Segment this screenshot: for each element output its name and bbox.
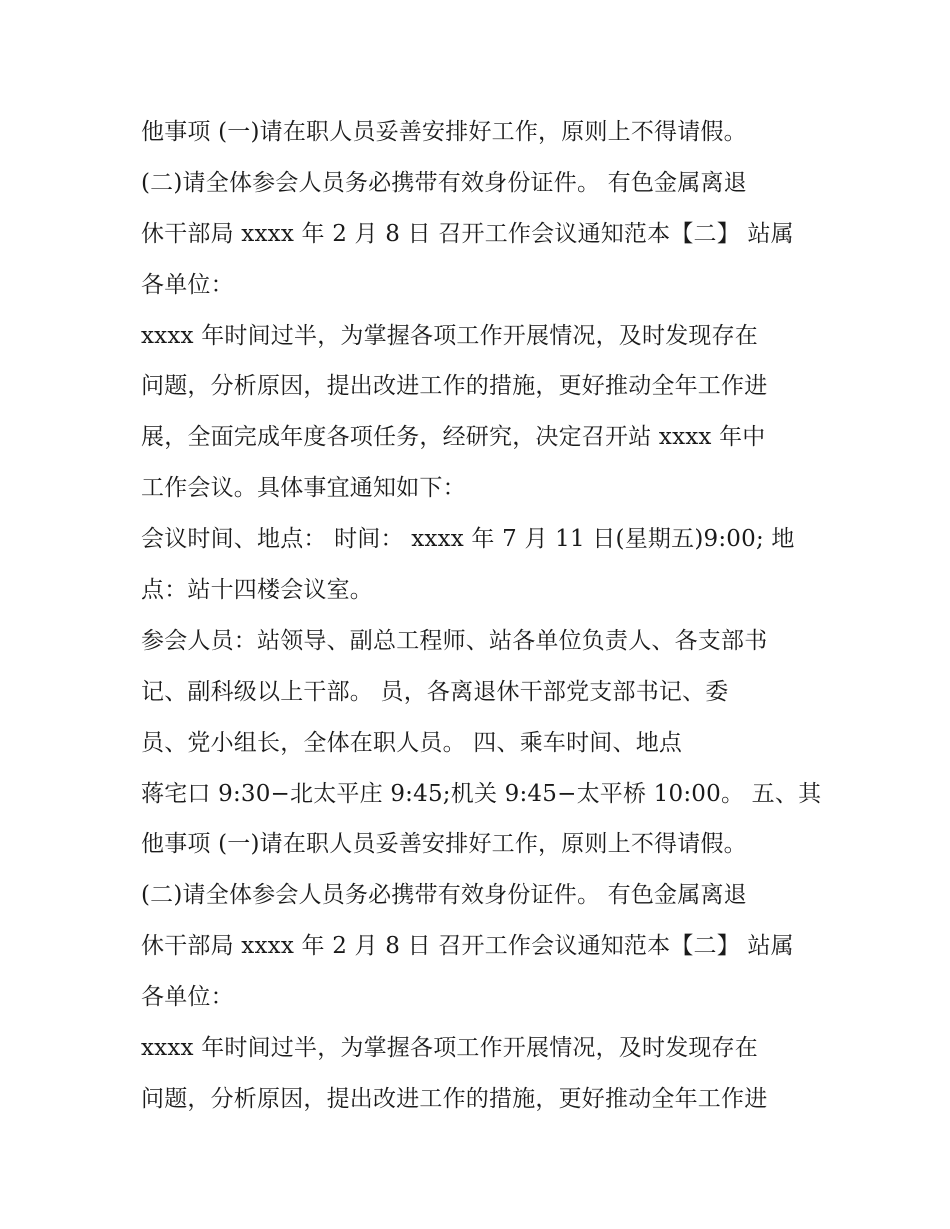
- text-line: xxxx 年时间过半，为掌握各项工作开展情况，及时发现存在: [141, 322, 758, 349]
- document-body: [141, 107, 841, 1125]
- text-line: 他事项 (一)请在职人员妥善安排好工作，原则上不得请假。: [141, 119, 747, 145]
- text-line: 各单位：: [141, 271, 234, 298]
- text-line: 休干部局 xxxx 年 2 月 8 日 召开工作会议通知范本【二】 站属: [141, 933, 794, 960]
- text-line: 员、党小组长，全体在职人员。 四、乘车时间、地点: [141, 729, 683, 756]
- text-line: 参会人员：站领导、副总工程师、站各单位负责人、各支部书: [141, 627, 768, 654]
- text-line: 各单位：: [141, 984, 234, 1011]
- text-line: 工作会议。具体事宜通知如下：: [141, 475, 466, 502]
- text-line: 蒋宅口 9:30−北太平庄 9:45;机关 9:45−太平桥 10:00。 五、其: [141, 780, 822, 807]
- text-line: 记、副科级以上干部。 员，各离退休干部党支部书记、委: [141, 678, 729, 705]
- text-line: 会议时间、地点： 时间： xxxx 年 7 月 11 日(星期五)9:00; 地: [141, 526, 795, 553]
- text-line: xxxx 年时间过半，为掌握各项工作开展情况，及时发现存在: [141, 1035, 758, 1062]
- text-line: (二)请全体参会人员务必携带有效身份证件。 有色金属离退: [141, 169, 747, 196]
- text-line: 点：站十四楼会议室。: [141, 577, 373, 604]
- text-line: 他事项 (一)请在职人员妥善安排好工作，原则上不得请假。: [141, 831, 747, 858]
- text-line: 休干部局 xxxx 年 2 月 8 日 召开工作会议通知范本【二】 站属: [141, 220, 794, 247]
- text-line: (二)请全体参会人员务必携带有效身份证件。 有色金属离退: [141, 882, 747, 909]
- text-line: 展，全面完成年度各项任务，经研究，决定召开站 xxxx 年中: [141, 424, 766, 451]
- text-line: 问题，分析原因，提出改进工作的措施，更好推动全年工作进: [141, 1085, 768, 1112]
- text-line: 问题，分析原因，提出改进工作的措施，更好推动全年工作进: [141, 373, 768, 400]
